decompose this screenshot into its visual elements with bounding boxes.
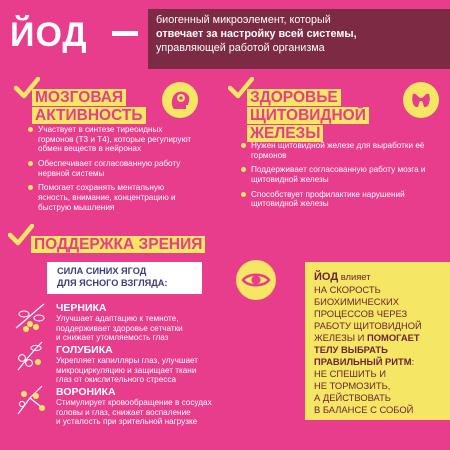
- page-title: ЙОД: [10, 16, 88, 54]
- list-item: Поддерживает согласованную работу мозга и щитовидной железы: [240, 165, 440, 184]
- list-item: Помогает сохранять ментальную ясность, внимание, концентрацию и быструю мышления: [27, 183, 195, 212]
- list-item: Способствует профилактике нарушений щитовидной железы: [240, 190, 440, 209]
- header-banner: [148, 9, 450, 69]
- title-dash: [112, 31, 138, 36]
- brain-head-icon: [162, 82, 198, 118]
- bilberry-sprig-icon: [12, 338, 50, 374]
- iodine-summary-box: ЙОД влияет НА СКОРОСТЬ БИОХИМИЧЕСКИХ ПРОЦЕССОВ ЧЕРЕЗ РАБОТУ ЩИТОВИДНОЙ ЖЕЛЕЗЫ И ПОМОГАЕТ ТЕЛУ ВЫБРАТЬ ПРАВИЛЬНЫЙ РИТМ: НЕ СПЕШИТЬ И НЕ ТОРМОЗИТЬ, А ДЕЙСТВОВАТЬ В БАЛАНСЕ С СОБОЙ: [305, 262, 450, 420]
- header-banner-line-1: биогенный микроэлемент, который: [156, 14, 331, 26]
- berry-name: ГОЛУБИКА: [56, 344, 113, 356]
- list-item: Участвует в синтезе тиреоидных гормонов (Т3 и Т4), которые регулируют обмен веществ в нейронах: [27, 125, 195, 154]
- eye-icon: [236, 260, 276, 300]
- list-item: Обеспечивает согласованную работу нервной системы: [27, 159, 195, 178]
- berry-desc: Улучшает адаптацию к темноте, поддерживает здоровье сетчатки и снижает утомляемость глаз: [56, 314, 183, 343]
- thyroid-bullets: [240, 141, 440, 214]
- thyroid-icon: [403, 82, 439, 118]
- berry-name: ЧЕРНИКА: [56, 302, 107, 314]
- vision-banner-line-1: СИЛА СИНИХ ЯГОД: [57, 266, 147, 276]
- brain-section-title: МОЗГОВАЯ АКТИВНОСТЬ: [32, 89, 146, 125]
- thyroid-section-title: ЗДОРОВЬЕ ЩИТОВИДНОЙ ЖЕЛЕЗЫ: [247, 89, 369, 143]
- list-item: Нужен щитовидной железе для выработки её гормонов: [240, 141, 440, 160]
- brain-bullets: [27, 125, 195, 217]
- berry-item-golubika: [56, 344, 296, 385]
- header-banner-line-2: отвечает за настройку всей системы,: [156, 27, 357, 40]
- vision-section-title: ПОДДЕРЖКА ЗРЕНИЯ: [31, 236, 205, 254]
- berry-item-voronika: [56, 386, 296, 427]
- berry-desc: Стимулирует кровообращение в сосудах головы и глаз, снижает воспаление и усталость при зрительной нагрузке: [56, 398, 212, 427]
- vision-banner-line-2: ДЛЯ ЯСНОГО ВЗГЛЯДА:: [57, 277, 168, 288]
- blueberry-sprig-icon: [12, 298, 50, 334]
- berry-desc: Укрепляет капилляры глаз, улучшает микроциркуляцию и защищает ткани глаз от окислительного стресса: [56, 356, 199, 385]
- berry-name: ВОРОНИКА: [56, 386, 116, 398]
- crowberry-sprig-icon: [12, 380, 50, 418]
- header-banner-line-3: управляющей работой организма: [156, 41, 325, 54]
- vision-banner: [47, 262, 202, 294]
- berry-item-chernika: [56, 302, 296, 343]
